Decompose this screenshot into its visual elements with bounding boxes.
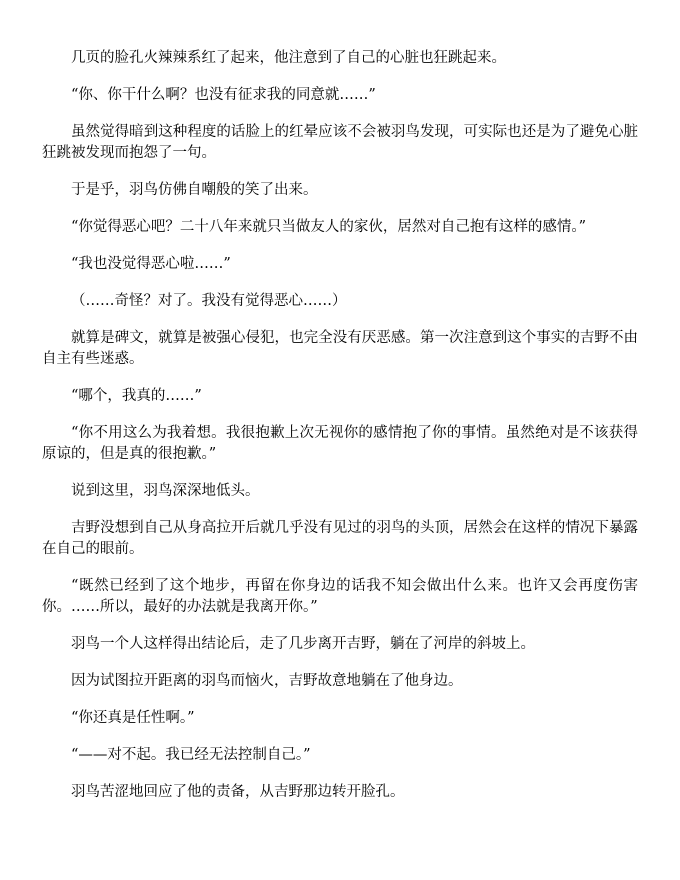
paragraph: “你不用这么为我着想。我很抱歉上次无视你的感情抱了你的事情。虽然绝对是不该获得原谅的，但是真的很抱歉。”	[42, 425, 638, 462]
paragraph: “既然已经到了这个地步，再留在你身边的话我不知会做出什么来。也许又会再度伤害你。……所以，最好的办法就是我离开你。”	[42, 578, 638, 615]
paragraph: 羽鸟一个人这样得出结论后，走了几步离开吉野，躺在了河岸的斜坡上。	[71, 636, 535, 652]
paragraph: （……奇怪？对了。我没有觉得恶心……）	[71, 293, 347, 309]
paragraph: “我也没觉得恶心啦……”	[71, 256, 231, 272]
paragraph: 就算是碑文，就算是被强心侵犯，也完全没有厌恶感。第一次注意到这个事实的吉野不由自主有些迷惑。	[42, 330, 638, 367]
paragraph: 虽然觉得暗到这种程度的话脸上的红晕应该不会被羽鸟发现，可实际也还是为了避免心脏狂跳被发现而抱怨了一句。	[42, 124, 638, 161]
paragraph: 于是乎，羽鸟仿佛自嘲般的笑了出来。	[71, 182, 318, 198]
paragraph: “——对不起。我已经无法控制自己。”	[71, 747, 311, 763]
paragraph: 吉野没想到自己从身高拉开后就几乎没有见过的羽鸟的头顶，居然会在这样的情况下暴露在自己的眼前。	[42, 520, 638, 557]
document-page	[42, 48, 638, 819]
paragraph: “你、你干什么啊？也没有征求我的同意就……”	[71, 87, 376, 103]
paragraph: 几页的脸孔火辣辣系红了起来，他注意到了自己的心脏也狂跳起来。	[71, 50, 506, 66]
paragraph: 因为试图拉开距离的羽鸟而恼火，吉野故意地躺在了他身边。	[71, 673, 463, 689]
paragraph: 说到这里，羽鸟深深地低头。	[71, 483, 260, 499]
paragraph: “你觉得恶心吧？二十八年来就只当做友人的家伙，居然对自己抱有这样的感情。”	[71, 219, 587, 235]
paragraph: “哪个，我真的……”	[71, 388, 202, 404]
paragraph: 羽鸟苦涩地回应了他的责备，从吉野那边转开脸孔。	[71, 784, 405, 800]
paragraph: “你还真是任性啊。”	[71, 710, 195, 726]
